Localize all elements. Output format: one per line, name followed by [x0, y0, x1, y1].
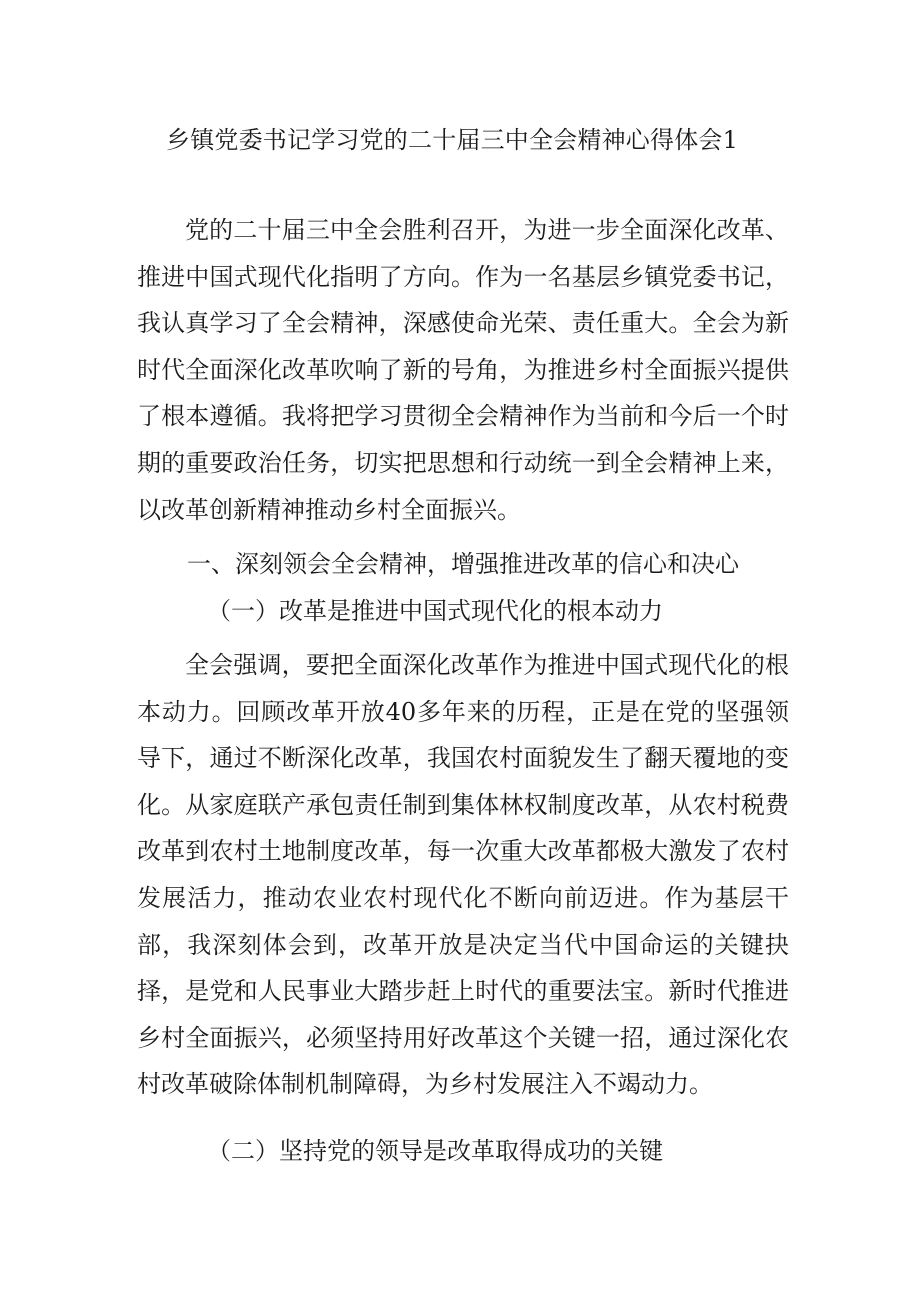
subsection-heading-2: （二）坚持党的领导是改革取得成功的关键 — [207, 1137, 663, 1165]
subsection-heading-1: （一）改革是推进中国式现代化的根本动力 — [207, 597, 663, 625]
section-heading-1: 一、深刻领会全会精神，增强推进改革的信心和决心 — [187, 550, 739, 578]
subsection-paragraph-1: 全会强调，要把全面深化改革作为推进中国式现代化的根本动力。回顾改革开放40多年来的历程，正是在党的坚强领导下，通过不断深化改革，我国农村面貌发生了翻天覆地的变化。从家庭联产承包责任制到集体林权制度改革，从农村税费改革到农村土地制度改革，每一次重大改革都极大激发了农村发展活力，推动农业农村现代化不断向前迈进。作为基层干部，我深刻体会到，改革开放是决定当代中国命运的关键抉择，是党和人民事业大踏步赶上时代的重要法宝。新时代推进乡村全面振兴，必须坚持用好改革这个关键一招，通过深化农村改革破除体制机制障碍，为乡村发展注入不竭动力。 — [137, 651, 789, 1099]
intro-paragraph: 党的二十届三中全会胜利召开，为进一步全面深化改革、推进中国式现代化指明了方向。作为一名基层乡镇党委书记，我认真学习了全会精神，深感使命光荣、责任重大。全会为新时代全面深化改革吹响了新的号角，为推进乡村全面振兴提供了根本遵循。我将把学习贯彻全会精神作为当前和今后一个时期的重要政治任务，切实把思想和行动统一到全会精神上来，以改革创新精神推动乡村全面振兴。 — [137, 216, 789, 524]
document-title: 乡镇党委书记学习党的二十届三中全会精神心得体会1 — [166, 126, 739, 154]
